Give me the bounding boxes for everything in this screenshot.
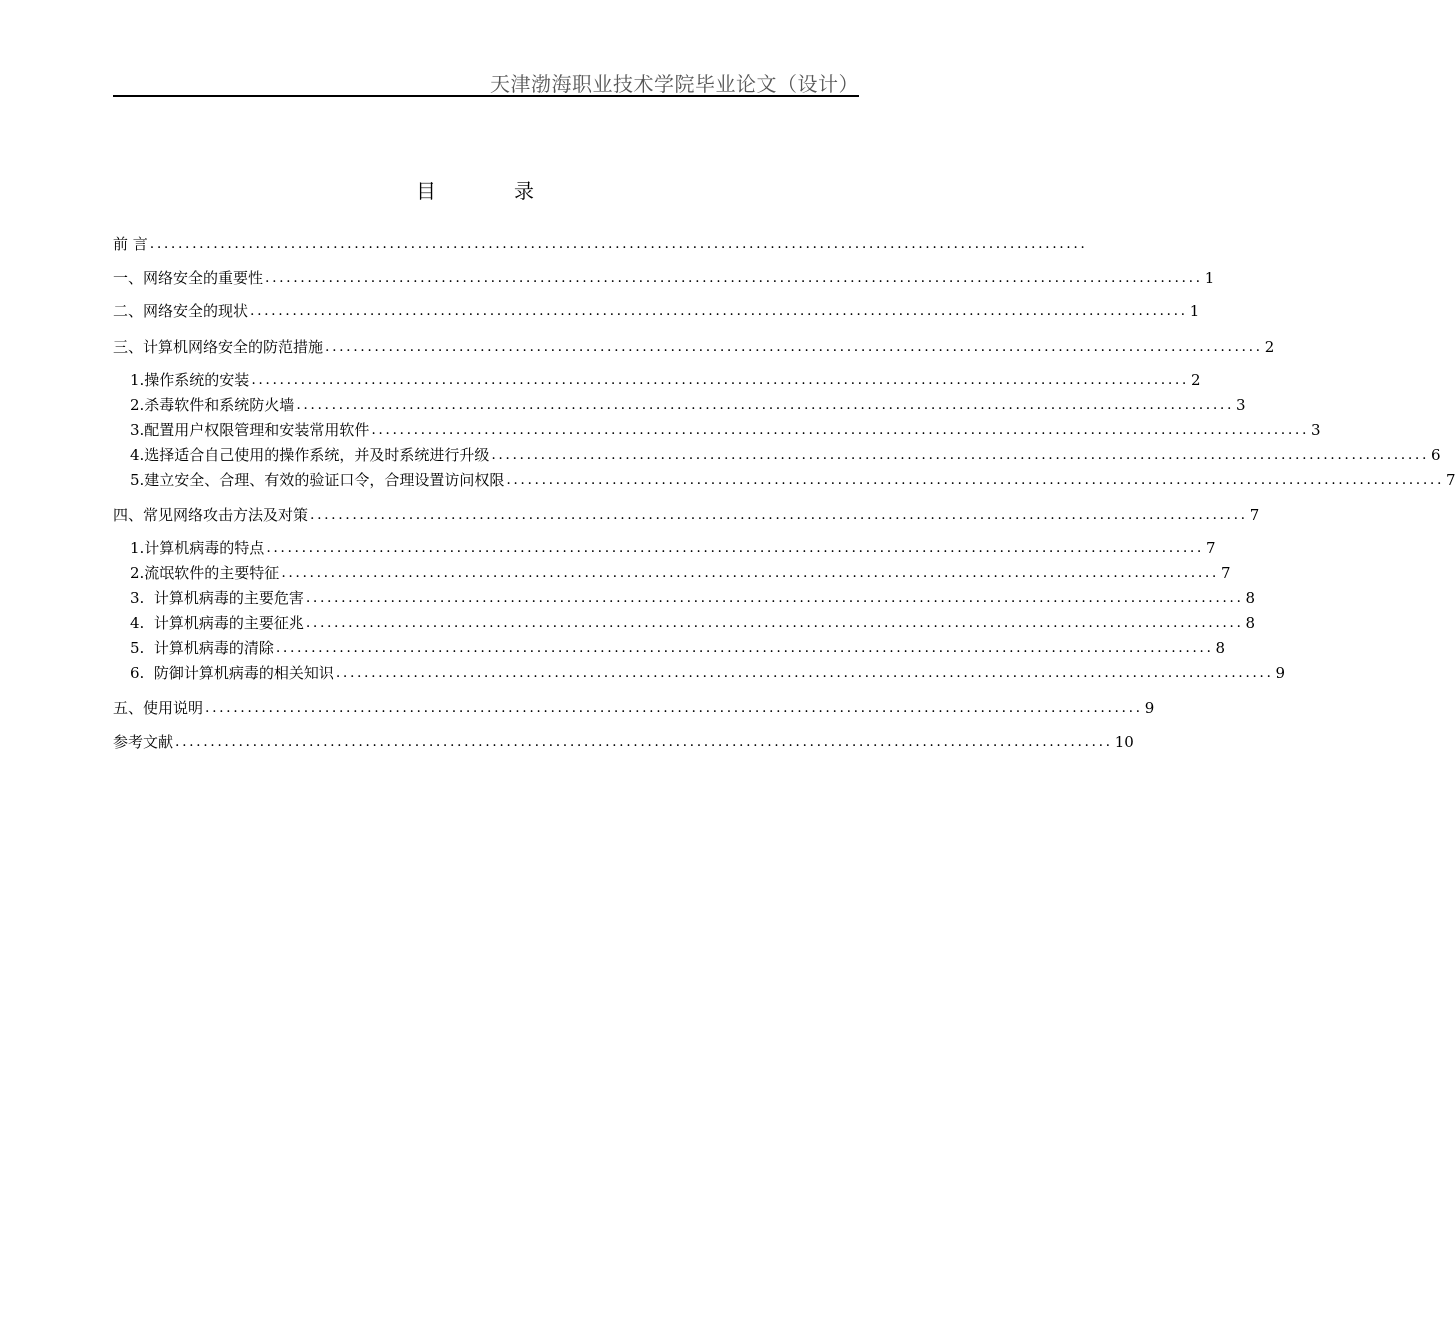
toc-leader-dots: .....................................................................................................................................	[266, 540, 1204, 556]
toc-entry-label: 前 言	[113, 235, 148, 253]
toc-leader-dots: .....................................................................................................................................	[305, 590, 1244, 606]
toc-entry-page: 6	[1431, 446, 1441, 464]
toc-leader-dots: .....................................................................................................................................	[251, 372, 1189, 388]
toc-entry-page: 9	[1275, 664, 1286, 682]
toc-entry[interactable]	[113, 299, 1200, 321]
toc-subentry[interactable]	[130, 561, 1231, 583]
toc-entry-label: 一、网络安全的重要性	[113, 269, 264, 287]
toc-subentry[interactable]	[130, 368, 1201, 390]
toc-entry-page: 3	[1236, 396, 1246, 414]
toc-entry-page: 1	[1189, 302, 1200, 320]
toc-entry-page: 7	[1206, 539, 1216, 557]
toc-entry-label: 2.杀毒软件和系统防火墙	[130, 396, 295, 414]
toc-entry-label: 2.流氓软件的主要特征	[130, 564, 280, 582]
toc-leader-dots: .....................................................................................................................................	[275, 640, 1214, 656]
toc-subentry[interactable]	[130, 661, 1286, 683]
toc-entry-page: 9	[1144, 699, 1155, 717]
toc-entry-page: 8	[1245, 589, 1256, 607]
toc-entry-label: 五、使用说明	[113, 699, 204, 717]
toc-leader-dots: .....................................................................................................................................	[371, 422, 1310, 438]
toc-entry[interactable]	[113, 232, 1088, 254]
toc-entry-label: 3. 计算机病毒的主要危害	[130, 589, 304, 607]
toc-leader-dots: .....................................................................................................................................	[296, 397, 1235, 413]
toc-entry[interactable]	[113, 266, 1215, 288]
toc-subentry[interactable]	[130, 611, 1256, 633]
page-header	[113, 68, 859, 97]
toc-subentry[interactable]	[130, 418, 1321, 440]
toc-leader-dots: .....................................................................................................................................	[325, 339, 1263, 355]
toc-entry-page: 7	[1221, 564, 1231, 582]
toc-entry-page: 8	[1245, 614, 1256, 632]
toc-leader-dots: .....................................................................................................................................	[250, 303, 1188, 319]
toc-entry-page: 8	[1215, 639, 1226, 657]
toc-entry-label: 三、计算机网络安全的防范措施	[113, 338, 324, 356]
toc-leader-dots: .....................................................................................................................................	[491, 447, 1430, 463]
toc-leader-dots: .....................................................................................................................................	[281, 565, 1219, 581]
toc-entry[interactable]	[113, 696, 1155, 718]
toc-entry-label: 4.选择适合自己使用的操作系统，并及时系统进行升级	[130, 446, 490, 464]
toc-leader-dots: .....................................................................................................................................	[335, 665, 1274, 681]
toc-title-left: 目	[416, 179, 436, 203]
toc-entry[interactable]	[113, 503, 1260, 525]
toc-leader-dots: .....................................................................................................................................	[149, 236, 1088, 252]
toc-entry-label: 3.配置用户权限管理和安装常用软件	[130, 421, 370, 439]
toc-title-right: 录	[514, 179, 534, 203]
toc-entry[interactable]	[113, 335, 1275, 357]
toc-entry[interactable]	[113, 730, 1134, 752]
toc-leader-dots: .....................................................................................................................................	[205, 700, 1143, 716]
toc-entry-label: 1.计算机病毒的特点	[130, 539, 265, 557]
toc-entry-label: 5.建立安全、合理、有效的验证口令，合理设置访问权限	[130, 471, 505, 489]
toc-title	[0, 175, 950, 204]
toc-entry-page: 10	[1114, 733, 1134, 751]
toc-leader-dots: .....................................................................................................................................	[175, 734, 1113, 750]
toc-leader-dots: .....................................................................................................................................	[305, 615, 1244, 631]
toc-entry-label: 二、网络安全的现状	[113, 302, 249, 320]
toc-entry-label: 5. 计算机病毒的清除	[130, 639, 274, 657]
toc-subentry[interactable]	[130, 468, 1456, 490]
toc-entry-page: 7	[1249, 506, 1260, 524]
toc-entry-label: 4. 计算机病毒的主要征兆	[130, 614, 304, 632]
toc-entry-page: 2	[1191, 371, 1201, 389]
toc-entry-page: 3	[1311, 421, 1321, 439]
toc-subentry[interactable]	[130, 636, 1226, 658]
toc-entry-label: 1.操作系统的安装	[130, 371, 250, 389]
toc-subentry[interactable]	[130, 443, 1441, 465]
toc-entry-page: 2	[1264, 338, 1275, 356]
toc-entry-label: 四、常见网络攻击方法及对策	[113, 506, 309, 524]
header-title: 天津渤海职业技术学院毕业论文（设计）	[490, 72, 859, 96]
toc-leader-dots: .....................................................................................................................................	[265, 270, 1203, 286]
toc-subentry[interactable]	[130, 393, 1246, 415]
toc-entry-page: 1	[1204, 269, 1215, 287]
toc-entry-page: 7	[1446, 471, 1456, 489]
toc-leader-dots: .....................................................................................................................................	[506, 472, 1445, 488]
toc-leader-dots: .....................................................................................................................................	[310, 507, 1248, 523]
toc-subentry[interactable]	[130, 536, 1216, 558]
toc-entry-label: 6. 防御计算机病毒的相关知识	[130, 664, 334, 682]
toc-entry-label: 参考文献	[113, 733, 174, 751]
toc-subentry[interactable]	[130, 586, 1256, 608]
